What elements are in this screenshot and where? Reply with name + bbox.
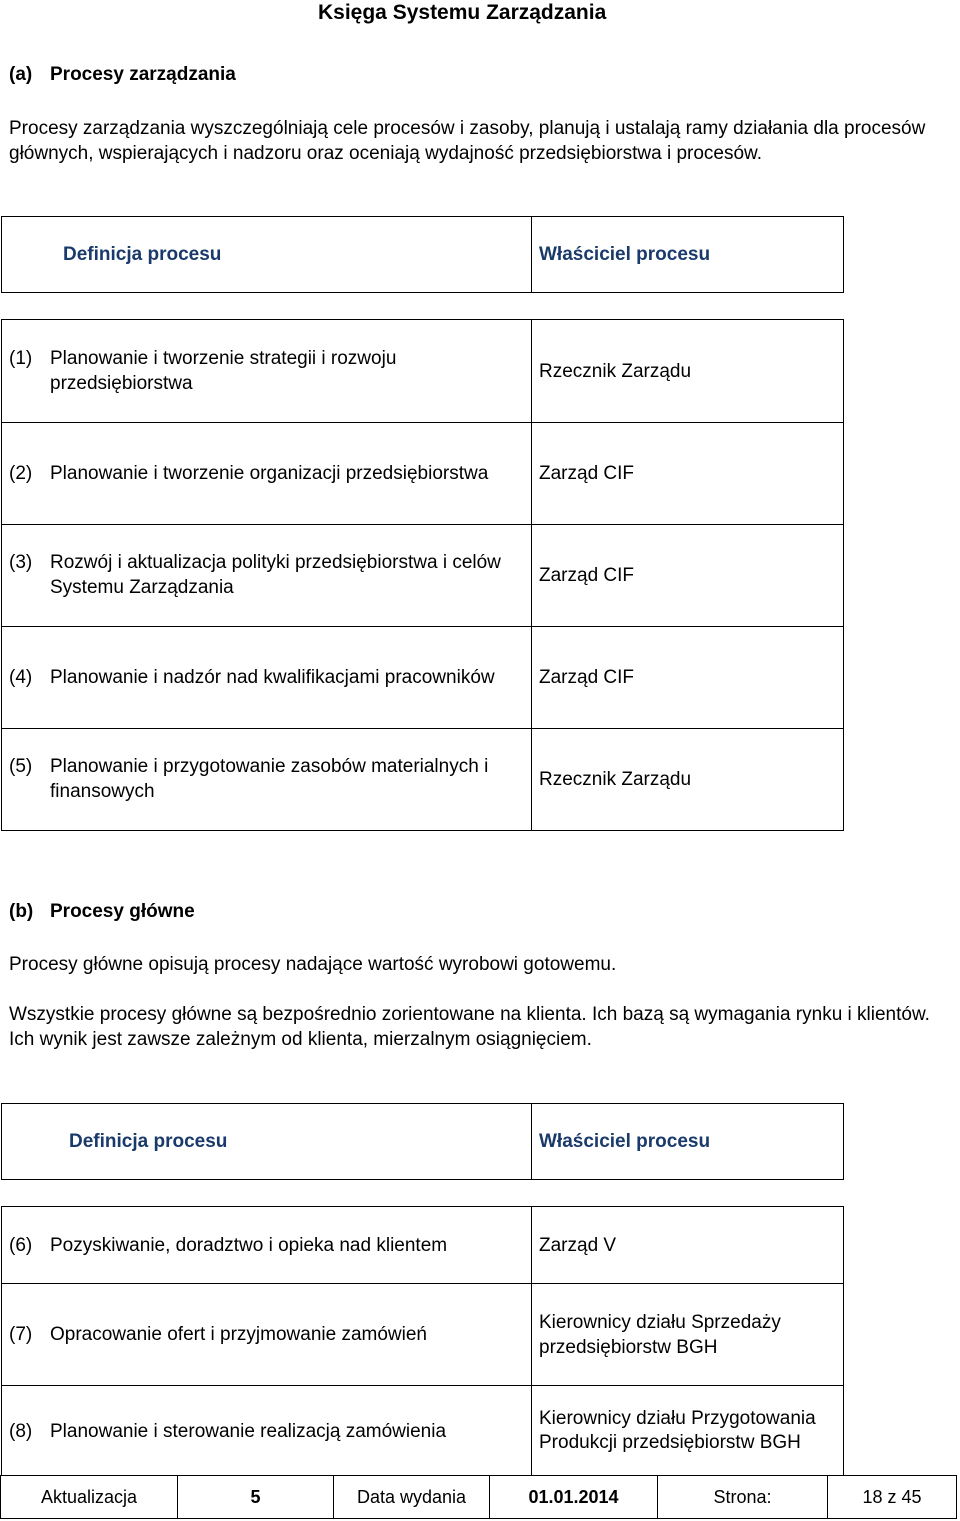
section-b-paragraph-2: Wszystkie procesy główne są bezpośrednio zorientowane na klienta. Ich bazą są wymagania rynku i klientów. Ich wynik jest zawsze zależnym od klienta, mierzalnym osiągnięciem. [9, 1004, 930, 1050]
row-owner: Kierownicy działu Sprzedaży przedsiębiorstw BGH [539, 1311, 781, 1358]
row-owner: Zarząd CIF [539, 564, 635, 586]
row-number: (2) [9, 462, 33, 484]
table-a-header-definition: Definicja procesu [63, 244, 222, 265]
footer-page-label: Strona: [658, 1476, 828, 1518]
section-a-heading [9, 63, 236, 87]
row-definition: Pozyskiwanie, doradztwo i opieka nad klientem [50, 1234, 448, 1256]
section-b-heading [9, 900, 195, 924]
table-b-header [1, 1103, 844, 1180]
table-row [9, 320, 524, 422]
footer-page-value: 18 z 45 [862, 1486, 922, 1507]
section-b-title: Procesy główne [50, 901, 195, 922]
table-row [9, 1386, 524, 1476]
row-owner: Zarząd CIF [539, 666, 635, 688]
table-b-header-owner: Właściciel procesu [539, 1131, 711, 1152]
page-footer [0, 1475, 957, 1519]
row-number: (4) [9, 666, 33, 688]
row-owner: Zarząd V [539, 1234, 617, 1256]
row-definition: Planowanie i nadzór nad kwalifikacjami pracowników [50, 666, 495, 688]
row-owner: Rzecznik Zarządu [539, 768, 692, 790]
row-owner: Rzecznik Zarządu [539, 360, 692, 382]
row-number: (8) [9, 1420, 33, 1442]
section-a-paragraph: Procesy zarządzania wyszczególniają cele procesów i zasoby, planują i ustalają ramy działania dla procesów głównych, wspierających i nadzoru oraz oceniają wydajność przedsiębiorstwa i procesów. [9, 118, 926, 164]
section-b-label: (b) [9, 901, 34, 922]
section-b-paragraph-1: Procesy główne opisują procesy nadające wartość wyrobowi gotowemu. [9, 954, 617, 975]
page-title: Księga Systemu Zarządzania [318, 1, 607, 24]
table-row [9, 728, 524, 830]
table-row [9, 1284, 524, 1385]
section-a-label: (a) [9, 64, 33, 85]
table-b-header-definition: Definicja procesu [69, 1131, 228, 1152]
table-a-body [1, 319, 844, 831]
row-definition: Opracowanie ofert i przyjmowanie zamówień [50, 1324, 427, 1345]
footer-date-value: 01.01.2014 [490, 1476, 658, 1518]
footer-update-value: 5 [178, 1476, 334, 1518]
table-a-header-owner: Właściciel procesu [539, 244, 711, 265]
row-number: (1) [9, 348, 33, 369]
row-number: (7) [9, 1324, 33, 1345]
table-a-header [1, 216, 844, 293]
row-owner: Kierownicy działu Przygotowania Produkcji przedsiębiorstw BGH [539, 1408, 816, 1453]
row-number: (5) [9, 756, 33, 777]
table-b-body [1, 1206, 844, 1475]
footer-date-label: Data wydania [334, 1476, 490, 1518]
table-row [9, 626, 524, 728]
table-row [9, 1207, 524, 1283]
row-definition: Planowanie i tworzenie strategii i rozwoju przedsiębiorstwa [50, 348, 397, 394]
row-number: (6) [9, 1234, 33, 1256]
row-definition: Planowanie i przygotowanie zasobów materialnych i finansowych [50, 756, 489, 802]
row-definition: Planowanie i tworzenie organizacji przedsiębiorstwa [50, 462, 489, 484]
table-row [9, 524, 524, 626]
row-definition: Planowanie i sterowanie realizacją zamówienia [50, 1420, 447, 1442]
section-a-title: Procesy zarządzania [50, 64, 236, 85]
row-number: (3) [9, 552, 33, 573]
row-owner: Zarząd CIF [539, 462, 635, 484]
table-row [9, 422, 524, 524]
row-definition: Rozwój i aktualizacja polityki przedsiębiorstwa i celów Systemu Zarządzania [50, 552, 501, 598]
footer-update-label: Aktualizacja [1, 1476, 178, 1518]
